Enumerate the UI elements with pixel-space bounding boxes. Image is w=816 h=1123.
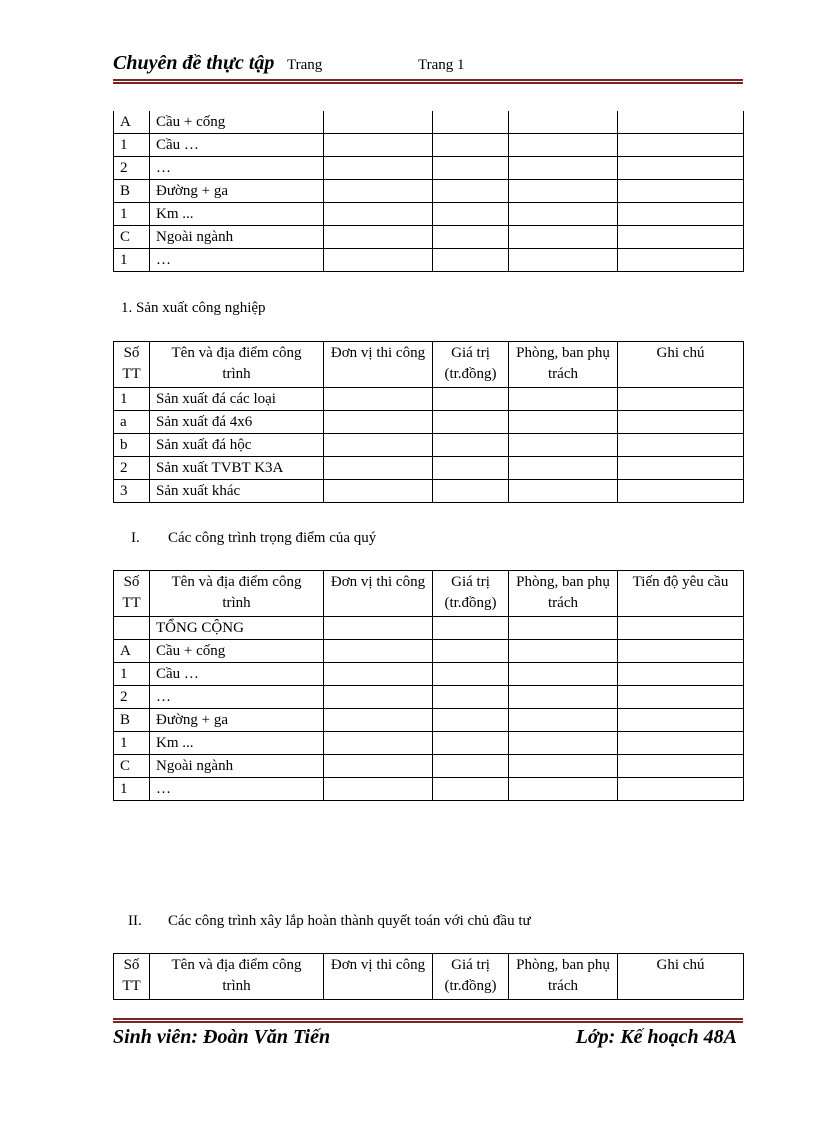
empty-cell [433, 226, 509, 249]
table-row [114, 732, 744, 755]
empty-cell [509, 249, 618, 272]
table-row [114, 480, 744, 503]
header-rule [113, 79, 743, 84]
column-header: Tên và địa điểm công trình [150, 954, 324, 1000]
row-number-cell: 1 [114, 388, 150, 411]
table-row [114, 434, 744, 457]
footer-rule [113, 1018, 743, 1023]
empty-cell [509, 732, 618, 755]
empty-cell [324, 778, 433, 801]
table-quyet-toan [113, 953, 744, 1000]
footer-student: Sinh viên: Đoàn Văn Tiến [113, 1026, 331, 1048]
table-row [114, 388, 744, 411]
table-row [114, 617, 744, 640]
empty-cell [618, 778, 744, 801]
row-name-cell: … [150, 157, 324, 180]
table-row [114, 226, 744, 249]
empty-cell [509, 755, 618, 778]
column-header: Đơn vị thi công [324, 342, 433, 388]
empty-cell [324, 134, 433, 157]
table-trong-diem-head [114, 571, 744, 617]
row-name-cell: Sản xuất khác [150, 480, 324, 503]
empty-cell [509, 226, 618, 249]
empty-cell [618, 203, 744, 226]
empty-cell [433, 640, 509, 663]
empty-cell [618, 134, 744, 157]
empty-cell [324, 617, 433, 640]
column-header: Ghi chú [618, 954, 744, 1000]
empty-cell [509, 180, 618, 203]
column-header: Tiến độ yêu cầu [618, 571, 744, 617]
empty-cell [509, 157, 618, 180]
empty-cell [324, 388, 433, 411]
column-header: Đơn vị thi công [324, 954, 433, 1000]
row-name-cell: TỔNG CỘNG [150, 617, 324, 640]
row-name-cell: Đường + ga [150, 180, 324, 203]
empty-cell [433, 203, 509, 226]
empty-cell [433, 480, 509, 503]
row-name-cell: Cầu … [150, 663, 324, 686]
row-number-cell: a [114, 411, 150, 434]
empty-cell [509, 203, 618, 226]
header-page-number: Trang 1 [418, 57, 465, 73]
section-title-san-xuat: 1. Sản xuất công nghiệp [121, 300, 266, 316]
empty-cell [324, 434, 433, 457]
table-san-xuat-head [114, 342, 744, 388]
row-name-cell: … [150, 686, 324, 709]
table-row [114, 203, 744, 226]
empty-cell [324, 686, 433, 709]
column-header: Ghi chú [618, 342, 744, 388]
row-number-cell: 1 [114, 203, 150, 226]
table-quyet-toan-head [114, 954, 744, 1000]
footer-class: Lớp: Kế hoạch 48A [575, 1026, 737, 1048]
table-row [114, 249, 744, 272]
row-name-cell: Sản xuất đá 4x6 [150, 411, 324, 434]
row-number-cell [114, 617, 150, 640]
table-trong-diem-body [114, 617, 744, 801]
row-name-cell: Cầu + cống [150, 111, 324, 134]
empty-cell [433, 709, 509, 732]
row-name-cell: Cầu … [150, 134, 324, 157]
column-header: Phòng, ban phụ trách [509, 571, 618, 617]
row-name-cell: Sản xuất TVBT K3A [150, 457, 324, 480]
empty-cell [324, 203, 433, 226]
empty-cell [509, 411, 618, 434]
column-header: Số TT [114, 571, 150, 617]
empty-cell [618, 686, 744, 709]
column-header: Số TT [114, 954, 150, 1000]
section-title-trong-diem: Các công trình trọng điểm của quý [168, 530, 377, 546]
empty-cell [618, 457, 744, 480]
empty-cell [324, 755, 433, 778]
empty-cell [618, 755, 744, 778]
column-header: Giá trị (tr.đồng) [433, 954, 509, 1000]
page-header [113, 52, 743, 80]
table-row [114, 755, 744, 778]
column-header: Tên và địa điểm công trình [150, 571, 324, 617]
empty-cell [433, 134, 509, 157]
row-number-cell: 2 [114, 686, 150, 709]
empty-cell [433, 755, 509, 778]
row-number-cell: 1 [114, 249, 150, 272]
empty-cell [433, 457, 509, 480]
table-row [114, 709, 744, 732]
table-san-xuat [113, 341, 744, 503]
empty-cell [618, 180, 744, 203]
empty-cell [618, 411, 744, 434]
empty-cell [509, 778, 618, 801]
row-number-cell: 1 [114, 134, 150, 157]
section-numeral-ii: II. [128, 913, 142, 929]
empty-cell [618, 732, 744, 755]
empty-cell [618, 709, 744, 732]
empty-cell [433, 663, 509, 686]
empty-cell [433, 434, 509, 457]
empty-cell [509, 709, 618, 732]
row-number-cell: 2 [114, 457, 150, 480]
table-row [114, 663, 744, 686]
column-header: Phòng, ban phụ trách [509, 954, 618, 1000]
empty-cell [509, 480, 618, 503]
empty-cell [324, 732, 433, 755]
empty-cell [509, 111, 618, 134]
page-footer [113, 1026, 743, 1052]
row-number-cell: 2 [114, 157, 150, 180]
empty-cell [618, 617, 744, 640]
row-name-cell: Km ... [150, 203, 324, 226]
section-numeral-i: I. [131, 530, 140, 546]
empty-cell [509, 617, 618, 640]
row-number-cell: C [114, 755, 150, 778]
empty-cell [618, 249, 744, 272]
row-name-cell: Ngoài ngành [150, 226, 324, 249]
row-number-cell: b [114, 434, 150, 457]
empty-cell [324, 180, 433, 203]
row-name-cell: Ngoài ngành [150, 755, 324, 778]
table-row [114, 111, 744, 134]
table-row [114, 180, 744, 203]
row-number-cell: 3 [114, 480, 150, 503]
row-number-cell: 1 [114, 778, 150, 801]
row-number-cell: A [114, 640, 150, 663]
empty-cell [618, 388, 744, 411]
row-number-cell: 1 [114, 663, 150, 686]
table-row [114, 640, 744, 663]
empty-cell [509, 434, 618, 457]
empty-cell [433, 111, 509, 134]
column-header: Giá trị (tr.đồng) [433, 571, 509, 617]
column-header: Giá trị (tr.đồng) [433, 342, 509, 388]
empty-cell [509, 640, 618, 663]
row-number-cell: B [114, 180, 150, 203]
table-row [114, 411, 744, 434]
row-name-cell: Đường + ga [150, 709, 324, 732]
empty-cell [618, 226, 744, 249]
row-name-cell: Km ... [150, 732, 324, 755]
row-name-cell: Cầu + cống [150, 640, 324, 663]
table-header-row [114, 342, 744, 388]
header-trang-label: Trang [287, 57, 323, 73]
table-row [114, 686, 744, 709]
empty-cell [618, 480, 744, 503]
table-trong-diem [113, 570, 744, 801]
empty-cell [324, 709, 433, 732]
column-header: Đơn vị thi công [324, 571, 433, 617]
empty-cell [433, 732, 509, 755]
row-name-cell: … [150, 249, 324, 272]
table-row [114, 157, 744, 180]
empty-cell [509, 134, 618, 157]
table-row [114, 778, 744, 801]
empty-cell [324, 249, 433, 272]
table-continuation [113, 111, 744, 272]
row-name-cell: Sản xuất đá hộc [150, 434, 324, 457]
empty-cell [324, 226, 433, 249]
empty-cell [618, 157, 744, 180]
column-header: Số TT [114, 342, 150, 388]
table-continuation-body [114, 111, 744, 272]
empty-cell [509, 388, 618, 411]
section-title-quyet-toan: Các công trình xây lắp hoàn thành quyết toán với chủ đầu tư [168, 913, 531, 929]
row-name-cell: Sản xuất đá các loại [150, 388, 324, 411]
empty-cell [509, 457, 618, 480]
empty-cell [324, 111, 433, 134]
empty-cell [324, 157, 433, 180]
empty-cell [433, 617, 509, 640]
empty-cell [324, 457, 433, 480]
table-header-row [114, 954, 744, 1000]
row-name-cell: … [150, 778, 324, 801]
empty-cell [618, 434, 744, 457]
empty-cell [324, 480, 433, 503]
table-san-xuat-body [114, 388, 744, 503]
table-row [114, 134, 744, 157]
empty-cell [433, 157, 509, 180]
row-number-cell: C [114, 226, 150, 249]
empty-cell [618, 111, 744, 134]
row-number-cell: 1 [114, 732, 150, 755]
empty-cell [618, 663, 744, 686]
row-number-cell: B [114, 709, 150, 732]
empty-cell [618, 640, 744, 663]
empty-cell [509, 686, 618, 709]
empty-cell [433, 411, 509, 434]
column-header: Phòng, ban phụ trách [509, 342, 618, 388]
empty-cell [433, 249, 509, 272]
empty-cell [433, 180, 509, 203]
empty-cell [509, 663, 618, 686]
empty-cell [433, 686, 509, 709]
row-number-cell: A [114, 111, 150, 134]
empty-cell [324, 411, 433, 434]
empty-cell [433, 388, 509, 411]
empty-cell [324, 663, 433, 686]
column-header: Tên và địa điểm công trình [150, 342, 324, 388]
empty-cell [433, 778, 509, 801]
header-title: Chuyên đề thực tập [113, 52, 275, 74]
empty-cell [324, 640, 433, 663]
table-row [114, 457, 744, 480]
table-header-row [114, 571, 744, 617]
